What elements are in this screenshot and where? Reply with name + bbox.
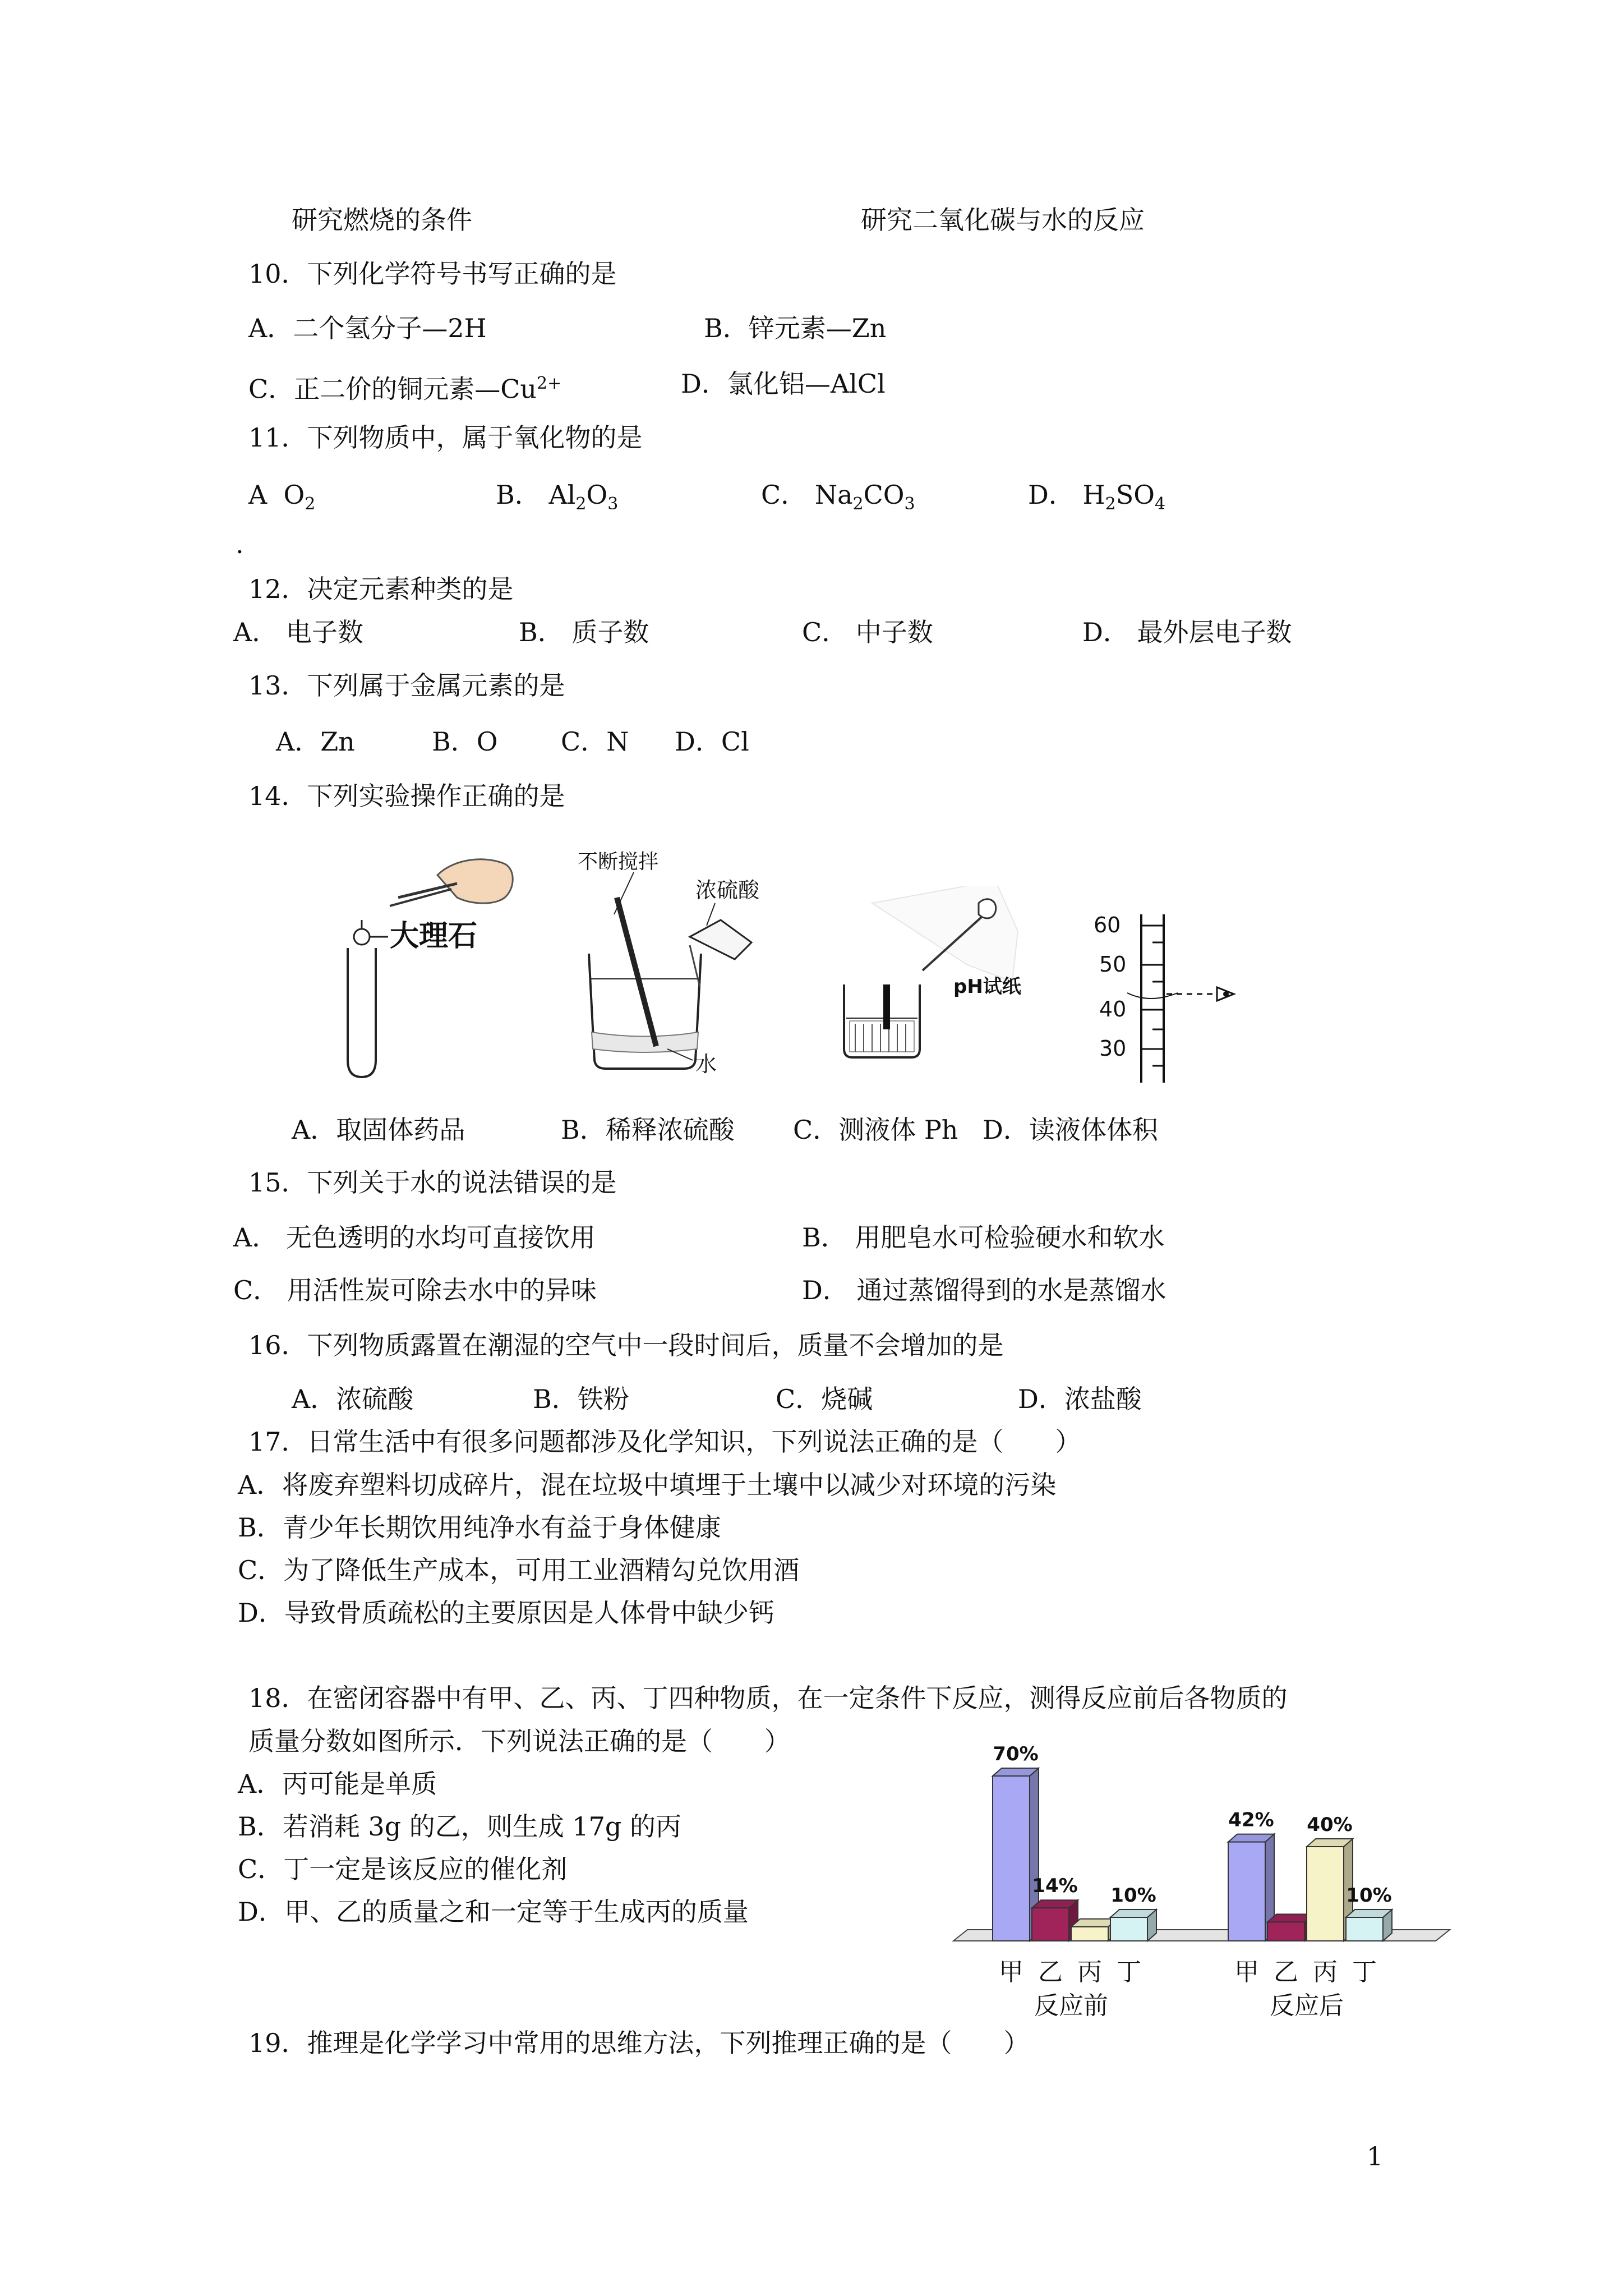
q17-option-d: D．导致骨质疏松的主要原因是人体骨中缺少钙 xyxy=(238,1598,774,1628)
q12-option-a: A． 电子数 xyxy=(233,617,363,647)
q18-stem-line1: 18．在密闭容器中有甲、乙、丙、丁四种物质，在一定条件下反应，测得反应前后各物质的 xyxy=(248,1683,1288,1713)
category-label: 甲 xyxy=(999,1958,1023,1986)
q16-option-c: C．烧碱 xyxy=(776,1384,873,1414)
q11-option-c: C． $Na_2CO_3$ xyxy=(761,480,915,514)
q14-stem: 14．下列实验操作正确的是 xyxy=(248,781,565,811)
svg-text:60: 60 xyxy=(1094,913,1121,937)
q14-option-d: D．读液体体积 xyxy=(983,1115,1158,1145)
svg-text:30: 30 xyxy=(1099,1036,1127,1061)
q19-stem: 19．推理是化学学习中常用的思维方法，下列推理正确的是（ ） xyxy=(248,2028,1030,2058)
svg-text:pH试纸: pH试纸 xyxy=(953,976,1021,998)
figure-a-solid-reagent xyxy=(336,836,522,1083)
q13-option-c: C．N xyxy=(561,726,629,757)
q17-stem: 17．日常生活中有很多问题都涉及化学知识，下列说法正确的是（ ） xyxy=(248,1427,1081,1457)
q17-option-b: B．青少年长期饮用纯净水有益于身体健康 xyxy=(238,1512,721,1543)
bar-value-label: 42% xyxy=(1228,1809,1274,1832)
q15-option-a: A． 无色透明的水均可直接饮用 xyxy=(233,1222,596,1253)
q15-option-c: C． 用活性炭可除去水中的异味 xyxy=(233,1275,597,1305)
q18-option-a: A．丙可能是单质 xyxy=(238,1769,437,1799)
caption-co2-water: 研究二氧化碳与水的反应 xyxy=(861,205,1145,235)
q11-stem: 11．下列物质中，属于氧化物的是 xyxy=(248,422,643,453)
q12-option-b: B． 质子数 xyxy=(519,617,649,647)
figure-b-dilute-acid xyxy=(578,847,791,1094)
q10-stem: 10．下列化学符号书写正确的是 xyxy=(248,259,617,289)
svg-text:40: 40 xyxy=(1099,997,1127,1022)
group-label: 反应后 xyxy=(1270,1991,1344,2019)
svg-text:水: 水 xyxy=(695,1052,717,1076)
q13-option-d: D．Cl xyxy=(675,726,749,757)
q16-stem: 16．下列物质露置在潮湿的空气中一段时间后，质量不会增加的是 xyxy=(248,1330,1004,1360)
page-number: 1 xyxy=(1367,2141,1384,2171)
q15-option-b: B． 用肥皂水可检验硬水和软水 xyxy=(802,1222,1165,1253)
q17-option-a: A．将废弃塑料切成碎片，混在垃圾中填埋于土壤中以减少对环境的污染 xyxy=(238,1470,1057,1500)
category-label: 甲 xyxy=(1234,1958,1259,1986)
figure-c-ph-test xyxy=(827,886,1040,1077)
bar-value-label: 10% xyxy=(1110,1884,1156,1907)
svg-text:不断搅拌: 不断搅拌 xyxy=(578,850,659,873)
q14-option-b: B．稀释浓硫酸 xyxy=(561,1115,735,1145)
bar-value-label: 10% xyxy=(1346,1884,1392,1907)
q14-option-a: A．取固体药品 xyxy=(292,1115,465,1145)
q17-option-c: C．为了降低生产成本，可用工业酒精勾兑饮用酒 xyxy=(238,1555,800,1585)
q12-stem: 12．决定元素种类的是 xyxy=(248,574,514,604)
q18-option-b: B．若消耗 3g 的乙，则生成 17g 的丙 xyxy=(238,1811,681,1842)
q18-stem-line2: 质量分数如图所示．下列说法正确的是（ ） xyxy=(248,1726,790,1756)
q11-option-b: B． $Al_2O_3$ xyxy=(496,480,619,514)
category-label: 丙 xyxy=(1313,1958,1338,1986)
q15-stem: 15．下列关于水的说法错误的是 xyxy=(248,1167,617,1198)
q11-option-a: A $O_2$ xyxy=(248,480,316,514)
q13-option-b: B．O xyxy=(432,726,498,757)
q14-option-c: C．测液体 Ph xyxy=(793,1115,958,1145)
caption-combustion: 研究燃烧的条件 xyxy=(292,205,472,235)
bar-反应后-丁 xyxy=(1346,1910,1392,1941)
svg-text:浓硫酸: 浓硫酸 xyxy=(695,878,760,903)
bar-value-label: 40% xyxy=(1307,1814,1353,1836)
figure-d-read-volume xyxy=(1094,909,1262,1088)
q16-option-b: B．铁粉 xyxy=(533,1384,629,1414)
bar-value-label: 70% xyxy=(993,1743,1039,1765)
bar-value-label: 14% xyxy=(1032,1875,1078,1898)
svg-text:大理石: 大理石 xyxy=(390,919,478,953)
q18-option-d: D．甲、乙的质量之和一定等于生成丙的质量 xyxy=(238,1897,749,1927)
q11-option-d: D． $H_2SO_4$ xyxy=(1028,480,1166,514)
mass-fraction-bar-chart xyxy=(942,1717,1464,2019)
bar-反应前-丁 xyxy=(1110,1910,1156,1941)
q10-option-d: D．氯化铝—AlCl xyxy=(681,369,886,399)
q18-option-c: C．丁一定是该反应的催化剂 xyxy=(238,1854,568,1884)
svg-text:50: 50 xyxy=(1099,952,1127,977)
q12-option-d: D． 最外层电子数 xyxy=(1082,617,1292,647)
q10-option-c: C．正二价的铜元素$—Cu^{2+}$ xyxy=(248,374,562,404)
q13-option-a: A．Zn xyxy=(276,726,355,757)
q15-option-d: D． 通过蒸馏得到的水是蒸馏水 xyxy=(802,1275,1166,1305)
q13-stem: 13．下列属于金属元素的是 xyxy=(248,670,565,701)
q16-option-a: A．浓硫酸 xyxy=(292,1384,414,1414)
category-label: 丙 xyxy=(1077,1958,1102,1986)
category-label: 乙 xyxy=(1038,1958,1063,1986)
q10-option-b: B．锌元素—Zn xyxy=(704,313,887,343)
category-label: 乙 xyxy=(1274,1958,1298,1986)
q16-option-d: D．浓盐酸 xyxy=(1018,1384,1142,1414)
category-label: 丁 xyxy=(1117,1958,1141,1986)
q12-option-c: C． 中子数 xyxy=(802,617,933,647)
group-label: 反应前 xyxy=(1034,1991,1108,2019)
category-label: 丁 xyxy=(1352,1958,1377,1986)
q10-option-a: A．二个氢分子—2H xyxy=(248,313,487,343)
stray-dot: . xyxy=(236,529,244,559)
